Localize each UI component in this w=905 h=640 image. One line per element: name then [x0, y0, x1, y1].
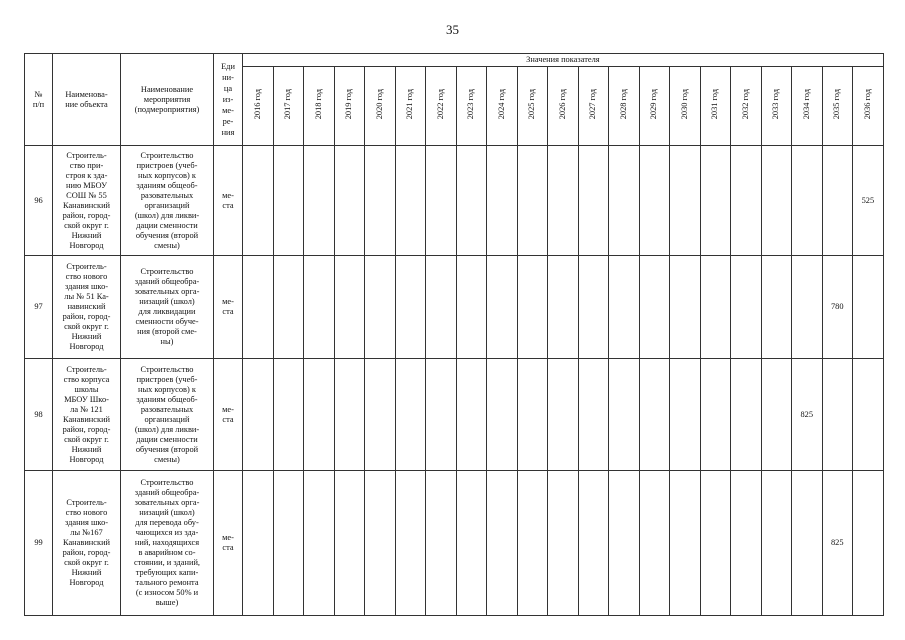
year-value-cell	[670, 471, 701, 616]
year-value-cell	[578, 359, 609, 471]
year-value-cell	[578, 146, 609, 256]
year-label: 2029 год	[649, 89, 659, 120]
year-value-cell	[609, 359, 640, 471]
year-value-cell	[334, 359, 365, 471]
year-value-cell	[731, 359, 762, 471]
year-value-cell	[517, 146, 548, 256]
year-value-cell: 780	[822, 256, 853, 359]
header-year	[609, 67, 640, 146]
year-value-cell	[517, 256, 548, 359]
year-value-cell	[365, 359, 396, 471]
header-year	[853, 67, 884, 146]
year-value-cell	[334, 256, 365, 359]
year-value-cell	[670, 256, 701, 359]
year-value-cell	[487, 471, 518, 616]
year-value-cell	[548, 256, 579, 359]
year-value-cell	[548, 146, 579, 256]
header-year	[731, 67, 762, 146]
table-row	[25, 146, 884, 256]
year-value-cell	[700, 256, 731, 359]
year-value-cell	[731, 256, 762, 359]
header-year	[670, 67, 701, 146]
row-number-cell: 98	[25, 359, 53, 471]
year-label: 2028 год	[618, 89, 628, 120]
year-value-cell	[731, 471, 762, 616]
year-value-cell	[792, 256, 823, 359]
year-label: 2035 год	[832, 89, 842, 120]
year-value-cell	[609, 256, 640, 359]
year-value-cell	[609, 146, 640, 256]
year-value-cell	[365, 146, 396, 256]
object-name-cell: Строитель- ство нового здания шко- лы № 51 Ка- навинский район, город- ской округ г. Нижний Новгород	[53, 256, 121, 359]
year-value-cell	[365, 256, 396, 359]
year-value-cell	[487, 146, 518, 256]
header-unit: Еди ни- ца из- ме- ре- ния	[214, 54, 243, 146]
header-year	[243, 67, 274, 146]
year-label: 2026 год	[557, 89, 567, 120]
year-label: 2027 год	[588, 89, 598, 120]
year-value-cell	[578, 256, 609, 359]
year-value-cell	[426, 359, 457, 471]
year-value-cell	[853, 256, 884, 359]
year-label: 2021 год	[405, 89, 415, 120]
unit-cell: ме- ста	[214, 359, 243, 471]
year-value-cell	[456, 256, 487, 359]
year-label: 2016 год	[252, 89, 262, 120]
year-value-cell	[334, 146, 365, 256]
header-year	[395, 67, 426, 146]
year-value-cell	[304, 359, 335, 471]
row-number-cell: 99	[25, 471, 53, 616]
year-value-cell: 525	[853, 146, 884, 256]
year-value-cell	[792, 146, 823, 256]
year-value-cell	[487, 359, 518, 471]
year-value-cell	[670, 359, 701, 471]
header-year	[700, 67, 731, 146]
unit-cell: ме- ста	[214, 146, 243, 256]
object-name-cell: Строитель- ство корпуса школы МБОУ Шко- ла № 121 Канавинский район, город- ской округ г. Нижний Новгород	[53, 359, 121, 471]
header-year	[517, 67, 548, 146]
header-year	[761, 67, 792, 146]
header-year	[822, 67, 853, 146]
year-value-cell	[243, 471, 274, 616]
header-object: Наименова- ние объекта	[53, 54, 121, 146]
year-value-cell	[548, 471, 579, 616]
unit-cell: ме- ста	[214, 256, 243, 359]
year-value-cell	[700, 146, 731, 256]
object-name-cell: Строитель- ство нового здания шко- лы №167 Канавинский район, город- ской округ г. Нижний Новгород	[53, 471, 121, 616]
year-value-cell	[273, 359, 304, 471]
year-value-cell	[426, 471, 457, 616]
year-value-cell	[365, 471, 396, 616]
year-label: 2020 год	[374, 89, 384, 120]
year-value-cell	[853, 471, 884, 616]
year-value-cell	[395, 256, 426, 359]
year-value-cell	[304, 256, 335, 359]
header-year	[426, 67, 457, 146]
year-label: 2025 год	[527, 89, 537, 120]
header-activity: Наименование мероприятия (подмероприятия)	[121, 54, 214, 146]
activity-name-cell: Строительство зданий общеобра- зовательных орга- низаций (школ) для ликвидации сменности обуче- ния (второй сме- ны)	[121, 256, 214, 359]
year-value-cell	[426, 256, 457, 359]
header-year	[304, 67, 335, 146]
header-year	[273, 67, 304, 146]
year-value-cell	[822, 359, 853, 471]
header-year	[792, 67, 823, 146]
year-value-cell	[426, 146, 457, 256]
header-year	[334, 67, 365, 146]
activity-name-cell: Строительство пристроев (учеб- ных корпусов) к зданиям общеоб- разовательных организаций (школ) для ликви- дации сменности обучения (второй смены)	[121, 359, 214, 471]
year-value-cell	[456, 146, 487, 256]
year-value-cell	[792, 471, 823, 616]
year-value-cell	[273, 146, 304, 256]
year-label: 2033 год	[771, 89, 781, 120]
year-value-cell	[670, 146, 701, 256]
table-row	[25, 471, 884, 616]
table-row	[25, 256, 884, 359]
activity-name-cell: Строительство пристроев (учеб- ных корпусов) к зданиям общеоб- разовательных организаций (школ) для ликви- дации сменности обучения (второй смены)	[121, 146, 214, 256]
year-value-cell	[639, 146, 670, 256]
year-value-cell	[273, 471, 304, 616]
header-values-group: Значения показателя	[243, 54, 884, 67]
page-number: 35	[446, 22, 459, 37]
year-label: 2018 год	[313, 89, 323, 120]
activity-name-cell: Строительство зданий общеобра- зовательных орга- низаций (школ) для перевода обу- чающихся из зда- ний, находящихся в аварийном со- стоянии, и зданий, требующих капи- тального ремонта (с износом 50% и выше)	[121, 471, 214, 616]
year-value-cell	[456, 359, 487, 471]
object-name-cell: Строитель- ство при- строя к зда- нию МБОУ СОШ № 55 Канавинский район, город- ской округ г. Нижний Новгород	[53, 146, 121, 256]
row-number-cell: 97	[25, 256, 53, 359]
year-value-cell	[243, 146, 274, 256]
header-year	[548, 67, 579, 146]
year-value-cell	[700, 471, 731, 616]
year-value-cell	[517, 359, 548, 471]
year-value-cell	[853, 359, 884, 471]
year-value-cell	[487, 256, 518, 359]
year-value-cell	[334, 471, 365, 616]
header-year	[578, 67, 609, 146]
header-year	[639, 67, 670, 146]
year-value-cell: 825	[822, 471, 853, 616]
header-year	[456, 67, 487, 146]
header-row-group	[25, 54, 884, 67]
year-value-cell	[304, 146, 335, 256]
year-value-cell	[395, 471, 426, 616]
year-label: 2036 год	[862, 89, 872, 120]
year-value-cell	[639, 471, 670, 616]
year-value-cell	[761, 256, 792, 359]
indicator-table	[24, 53, 884, 616]
year-label: 2030 год	[679, 89, 689, 120]
year-value-cell	[761, 359, 792, 471]
year-value-cell: 825	[792, 359, 823, 471]
unit-cell: ме- ста	[214, 471, 243, 616]
header-year	[487, 67, 518, 146]
year-value-cell	[548, 359, 579, 471]
year-label: 2031 год	[710, 89, 720, 120]
year-value-cell	[822, 146, 853, 256]
header-no: № п/п	[25, 54, 53, 146]
year-value-cell	[395, 359, 426, 471]
row-number-cell: 96	[25, 146, 53, 256]
table-row	[25, 359, 884, 471]
year-value-cell	[243, 359, 274, 471]
year-value-cell	[456, 471, 487, 616]
year-value-cell	[273, 256, 304, 359]
year-value-cell	[731, 146, 762, 256]
year-value-cell	[609, 471, 640, 616]
year-value-cell	[761, 146, 792, 256]
year-value-cell	[243, 256, 274, 359]
year-label: 2034 год	[801, 89, 811, 120]
year-label: 2023 год	[466, 89, 476, 120]
year-value-cell	[639, 359, 670, 471]
year-value-cell	[639, 256, 670, 359]
year-label: 2022 год	[435, 89, 445, 120]
year-label: 2019 год	[344, 89, 354, 120]
header-year	[365, 67, 396, 146]
year-value-cell	[395, 146, 426, 256]
year-value-cell	[517, 471, 548, 616]
year-value-cell	[304, 471, 335, 616]
year-label: 2032 год	[740, 89, 750, 120]
year-label: 2017 год	[283, 89, 293, 120]
year-value-cell	[700, 359, 731, 471]
year-label: 2024 год	[496, 89, 506, 120]
year-value-cell	[761, 471, 792, 616]
year-value-cell	[578, 471, 609, 616]
